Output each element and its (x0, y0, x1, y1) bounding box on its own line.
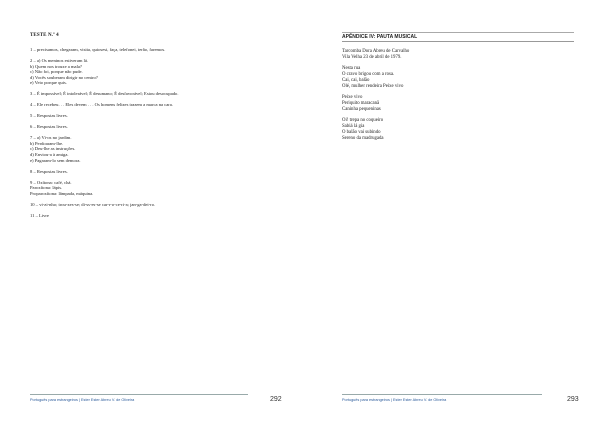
answer-line: d) Enviou-a à amiga. (30, 152, 69, 158)
song-line: Oi! trepa no coqueiro (342, 118, 384, 124)
footer-text-left: Português para estrangeiros | Ester Ester Abreu V. de Oliveira (30, 398, 135, 402)
appendix-heading: APÊNDICE IV: PAUTA MUSICAL (342, 34, 574, 42)
answer-line: 2 – a) Os meninos estiveram lá. (30, 57, 89, 63)
answer-list (30, 47, 280, 218)
song-list (342, 49, 572, 142)
footer-text-right: Português para estrangeiros | Ester Ester Abreu V. de Oliveira (342, 398, 447, 402)
answer-line: 4 – Ele recebeu. . . Eles devem . . . Os homens felizes trazem a marca na cara. (30, 102, 173, 108)
answer-line: d) Vocês souberam dirigir no centro? (30, 74, 98, 80)
answer-line: 9 – Oxítona: café, chá. (30, 179, 72, 185)
answer-line: 3 – É impossível; É intolerável; É desumano; É desfavorável; Estou desocupado. (30, 91, 179, 97)
footer-rule-right (342, 394, 542, 395)
answer-line: Paroxítona: lápis. (30, 185, 63, 191)
song-line: Peixe vivo (342, 95, 363, 101)
page-number-left: 292 (270, 396, 282, 403)
answer-line: c) Deu-lhe as instruções. (30, 146, 76, 152)
answer-line: Proparoxítona: lâmpada, máquina. (30, 190, 94, 196)
footer-rule-left (30, 394, 248, 395)
song-line: Tarcomba Dora Abreu de Carvalho (342, 49, 410, 54)
song-line: Olé, mulher rendeira Peixe vivo (342, 83, 404, 89)
song-line: Sabiá lá gia (342, 124, 365, 130)
song-line: Cai, cai, balão (342, 78, 370, 84)
answer-line: 8 – Respostas livres. (30, 168, 68, 174)
answer-line: e) Veio porque quis. (30, 80, 67, 86)
answer-line: 1 – precisamos, chegaram, visita, quiosesi, faça, telefonei, terão, faremos. (30, 47, 166, 52)
page-number-right: 293 (567, 396, 579, 403)
answer-line: 10 – vi-zi-nho; trou-xes-se; di-ss-es-se car-r-o-ce-ri-a; jan-ga-dei-ro. (30, 201, 156, 207)
answer-line: 5 – Respostas livres. (30, 113, 68, 119)
song-line: O balão vai subindo (342, 130, 381, 136)
answer-line: 6 – Respostas livres. (30, 124, 68, 130)
song-line: O cravo brigou com a rosa. (342, 72, 395, 78)
answer-line: c) Não foi, porque não pude. (30, 69, 83, 75)
song-line: Sereno da madrugada (342, 136, 384, 142)
answer-line: b) Quem nos trouxe a mala? (30, 63, 82, 69)
appendix-top-rule (342, 32, 574, 33)
song-line: Vila Velha 23 de abril de 1979. (342, 54, 402, 60)
song-line: Nesta rua (342, 66, 361, 72)
test-heading: TESTE N.º 4 (30, 33, 59, 38)
answer-line: 11 – Livre (30, 212, 49, 218)
song-line: Caninha pequeninas (342, 107, 381, 113)
answer-line: 7 – a) Vi-os no jardim. (30, 135, 72, 141)
answer-line: b) Perdoaram-lhe. (30, 140, 64, 146)
answer-line: e) Pagaram-lo sem demora. (30, 157, 81, 163)
song-line: Periquito maracanã (342, 101, 380, 107)
